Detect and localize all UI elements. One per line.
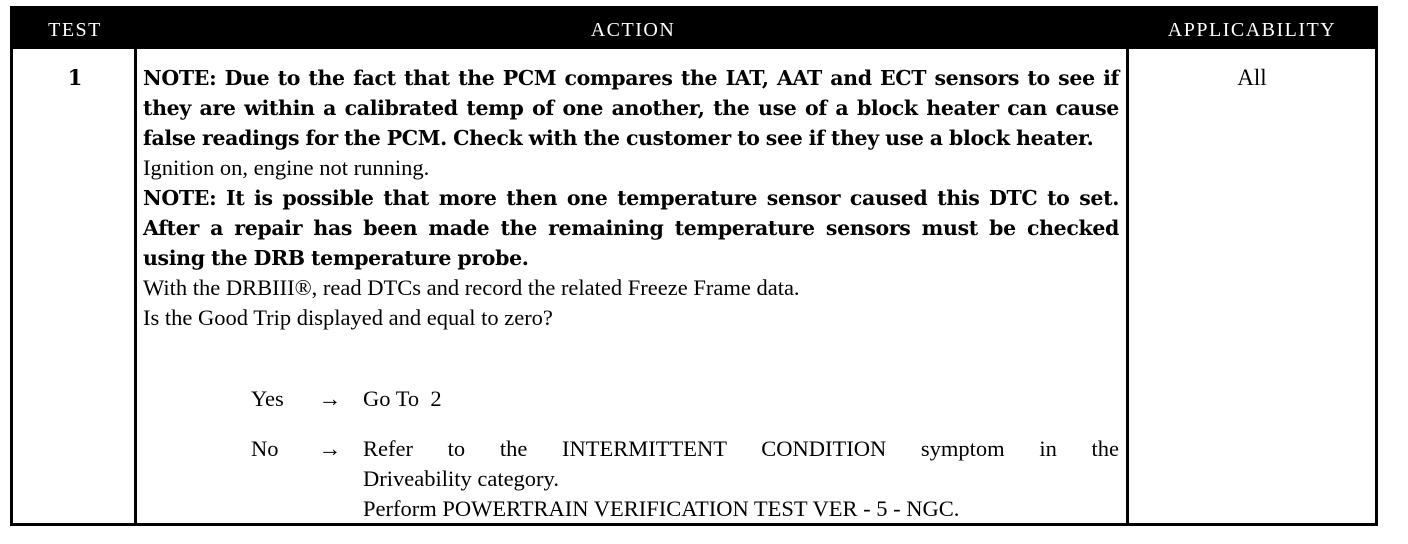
header-test: TEST <box>48 19 102 41</box>
response-no-text <box>363 434 1119 524</box>
note-multiple-sensors: NOTE: It is possible that more then one temperature sensor caused this DTC to set. After a repair has been made the remaining temperature sensors must be checked using the DRB temperature probe. <box>143 186 1119 270</box>
response-no-label: No <box>251 436 279 461</box>
column-divider-applicability <box>1126 49 1129 523</box>
ignition-instruction: Ignition on, engine not running. <box>143 155 430 180</box>
note-block-heater: NOTE: Due to the fact that the PCM compares the IAT, AAT and ECT sensors to see if they are within a calibrated temp of one another, the use of a block heater can cause false readings for the PCM. Check with the customer to see if they use a block heater. <box>143 66 1119 150</box>
header-action: ACTION <box>590 19 676 41</box>
column-divider-test <box>134 49 137 523</box>
right-arrow-icon: → <box>318 386 342 411</box>
header-applicability: APPLICABILITY <box>1167 19 1337 41</box>
right-arrow-icon: → <box>318 436 342 461</box>
drb-instruction: With the DRBIII®, read DTCs and record the related Freeze Frame data. <box>143 275 800 300</box>
applicability-value: All <box>1237 65 1267 90</box>
response-yes-text: Go To 2 <box>363 386 442 411</box>
good-trip-question: Is the Good Trip displayed and equal to zero? <box>143 305 553 330</box>
response-no-line-2: Driveability category. <box>363 466 559 491</box>
test-number: 1 <box>67 65 83 90</box>
table-header <box>13 9 1375 49</box>
response-yes-label: Yes <box>251 386 284 411</box>
response-no-line-3: Perform POWERTRAIN VERIFICATION TEST VER - 5 - NGC. <box>363 496 960 521</box>
diagnostic-table <box>10 6 1378 526</box>
response-no-line-1: Refer to the INTERMITTENT CONDITION symptom in the <box>363 436 1119 461</box>
action-cell <box>143 63 1119 521</box>
